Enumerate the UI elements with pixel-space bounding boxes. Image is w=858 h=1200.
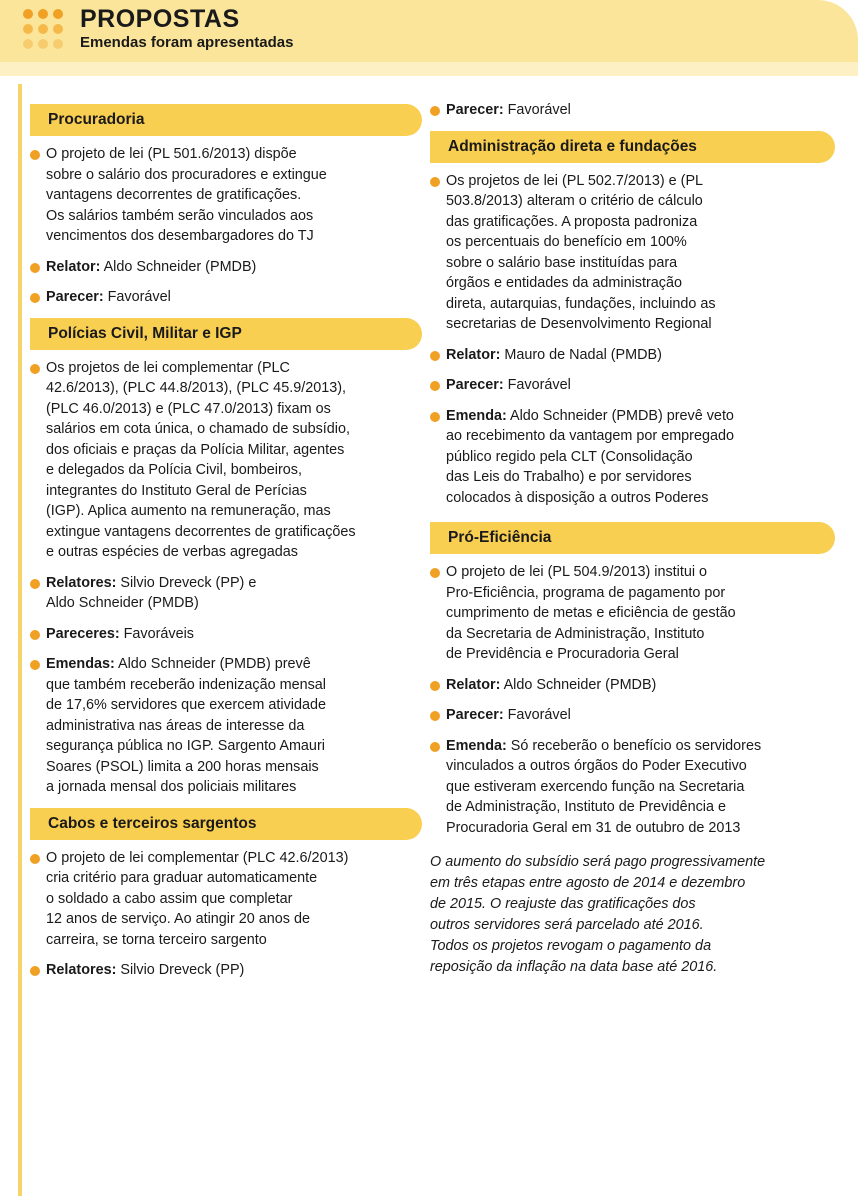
relator-item: Relator: Aldo Schneider (PMDB) <box>430 675 835 696</box>
parecer-item: Parecer: Favorável <box>30 287 422 308</box>
bullet-icon <box>430 412 440 422</box>
list-item: O projeto de lei (PL 501.6/2013) dispõe sobre o salário dos procuradores e extingue vantagens decorrentes de gratificações. Os salários também serão vinculados aos vencimentos dos desembargadores do TJ <box>30 144 422 247</box>
bullet-icon <box>30 630 40 640</box>
bullet-icon <box>430 711 440 721</box>
bullet-icon <box>30 966 40 976</box>
relator-item: Relator: Aldo Schneider (PMDB) <box>30 257 422 278</box>
section-header-administracao: Administração direta e fundações <box>430 131 835 163</box>
bullet-icon <box>30 293 40 303</box>
bullet-icon <box>30 150 40 160</box>
emenda-item: Emenda: Aldo Schneider (PMDB) prevê veto ao recebimento da vantagem por empregado público regido pela CLT (Consolidação das Leis do Trabalho) e por servidores colocados à disposição a outros Poderes <box>430 406 835 509</box>
list-item: O projeto de lei complementar (PLC 42.6/2013) cria critério para graduar automaticamente o soldado a cabo assim que completar 12 anos de serviço. Ao atingir 20 anos de carreira, se torna terceiro sargento <box>30 848 422 951</box>
relatores-item: Relatores: Silvio Dreveck (PP) <box>30 960 422 981</box>
left-rule <box>18 84 22 1196</box>
parecer-item: Parecer: Favorável <box>430 705 835 726</box>
section-header-policias: Polícias Civil, Militar e IGP <box>30 318 422 350</box>
bullet-icon <box>430 681 440 691</box>
section-header-cabos: Cabos e terceiros sargentos <box>30 808 422 840</box>
bullet-icon <box>30 579 40 589</box>
list-item: Os projetos de lei (PL 502.7/2013) e (PL 503.8/2013) alteram o critério de cálculo das gratificações. A proposta padroniza os percentuais do benefício em 100% sobre o salário base instituídas para órgãos e entidades da administração direta, autarquias, fundações, incluindo as secretarias de Desenvolvimento Regional <box>430 171 835 335</box>
list-item: Os projetos de lei complementar (PLC 42.6/2013), (PLC 44.8/2013), (PLC 45.9/2013), (PLC 46.0/2013) e (PLC 47.0/2013) fixam os salários em cota única, o chamado de subsídio, dos oficiais e praças da Polícia Militar, agentes e delegados da Polícia Civil, bombeiros, integrantes do Instituto Geral de Perícias (IGP). Aplica aumento na remuneração, mas extingue vantagens decorrentes de gratificações e outras espécies de verbas agregadas <box>30 358 422 563</box>
right-column <box>430 100 835 978</box>
bullet-icon <box>30 854 40 864</box>
section-header-procuradoria: Procuradoria <box>30 104 422 136</box>
bullet-icon <box>430 742 440 752</box>
bullet-icon <box>30 660 40 670</box>
page-subtitle: Emendas foram apresentadas <box>80 34 294 51</box>
bullet-icon <box>430 177 440 187</box>
header-banner <box>0 0 858 62</box>
emendas-item: Emendas: Aldo Schneider (PMDB) prevê que também receberão indenização mensal de 17,6% servidores que exercem atividade administrativa nas áreas de interesse da segurança pública no IGP. Sargento Amauri Soares (PSOL) limita a 200 horas mensais a jornada mensal dos policiais militares <box>30 654 422 798</box>
dots-icon <box>23 9 69 55</box>
parecer-item: Parecer: Favorável <box>430 100 835 121</box>
bullet-icon <box>430 381 440 391</box>
bullet-icon <box>30 263 40 273</box>
list-item: O projeto de lei (PL 504.9/2013) institui o Pro-Eficiência, programa de pagamento por cumprimento de metas e eficiência de gestão da Secretaria de Administração, Instituto de Previdência e Procuradoria Geral <box>430 562 835 665</box>
bullet-icon <box>30 364 40 374</box>
relatores-item: Relatores: Silvio Dreveck (PP) e Aldo Schneider (PMDB) <box>30 573 422 614</box>
bullet-icon <box>430 106 440 116</box>
header-band <box>0 62 858 76</box>
bullet-icon <box>430 568 440 578</box>
emenda-item: Emenda: Só receberão o benefício os servidores vinculados a outros órgãos do Poder Executivo que estiveram exercendo função na Secretaria de Administração, Instituto de Previdência e Procuradoria Geral em 31 de outubro de 2013 <box>430 736 835 839</box>
bullet-icon <box>430 351 440 361</box>
left-column <box>30 104 422 991</box>
section-header-pro-eficiencia: Pró-Eficiência <box>430 522 835 554</box>
parecer-item: Parecer: Favorável <box>430 375 835 396</box>
page-title: PROPOSTAS <box>80 5 240 33</box>
footnote: O aumento do subsídio será pago progressivamente em três etapas entre agosto de 2014 e dezembro de 2015. O reajuste das gratificações dos outros servidores será parcelado até 2016. Todos os projetos revogam o pagamento da reposição da inflação na data base até 2016. <box>430 854 766 975</box>
pareceres-item: Pareceres: Favoráveis <box>30 624 422 645</box>
relator-item: Relator: Mauro de Nadal (PMDB) <box>430 345 835 366</box>
